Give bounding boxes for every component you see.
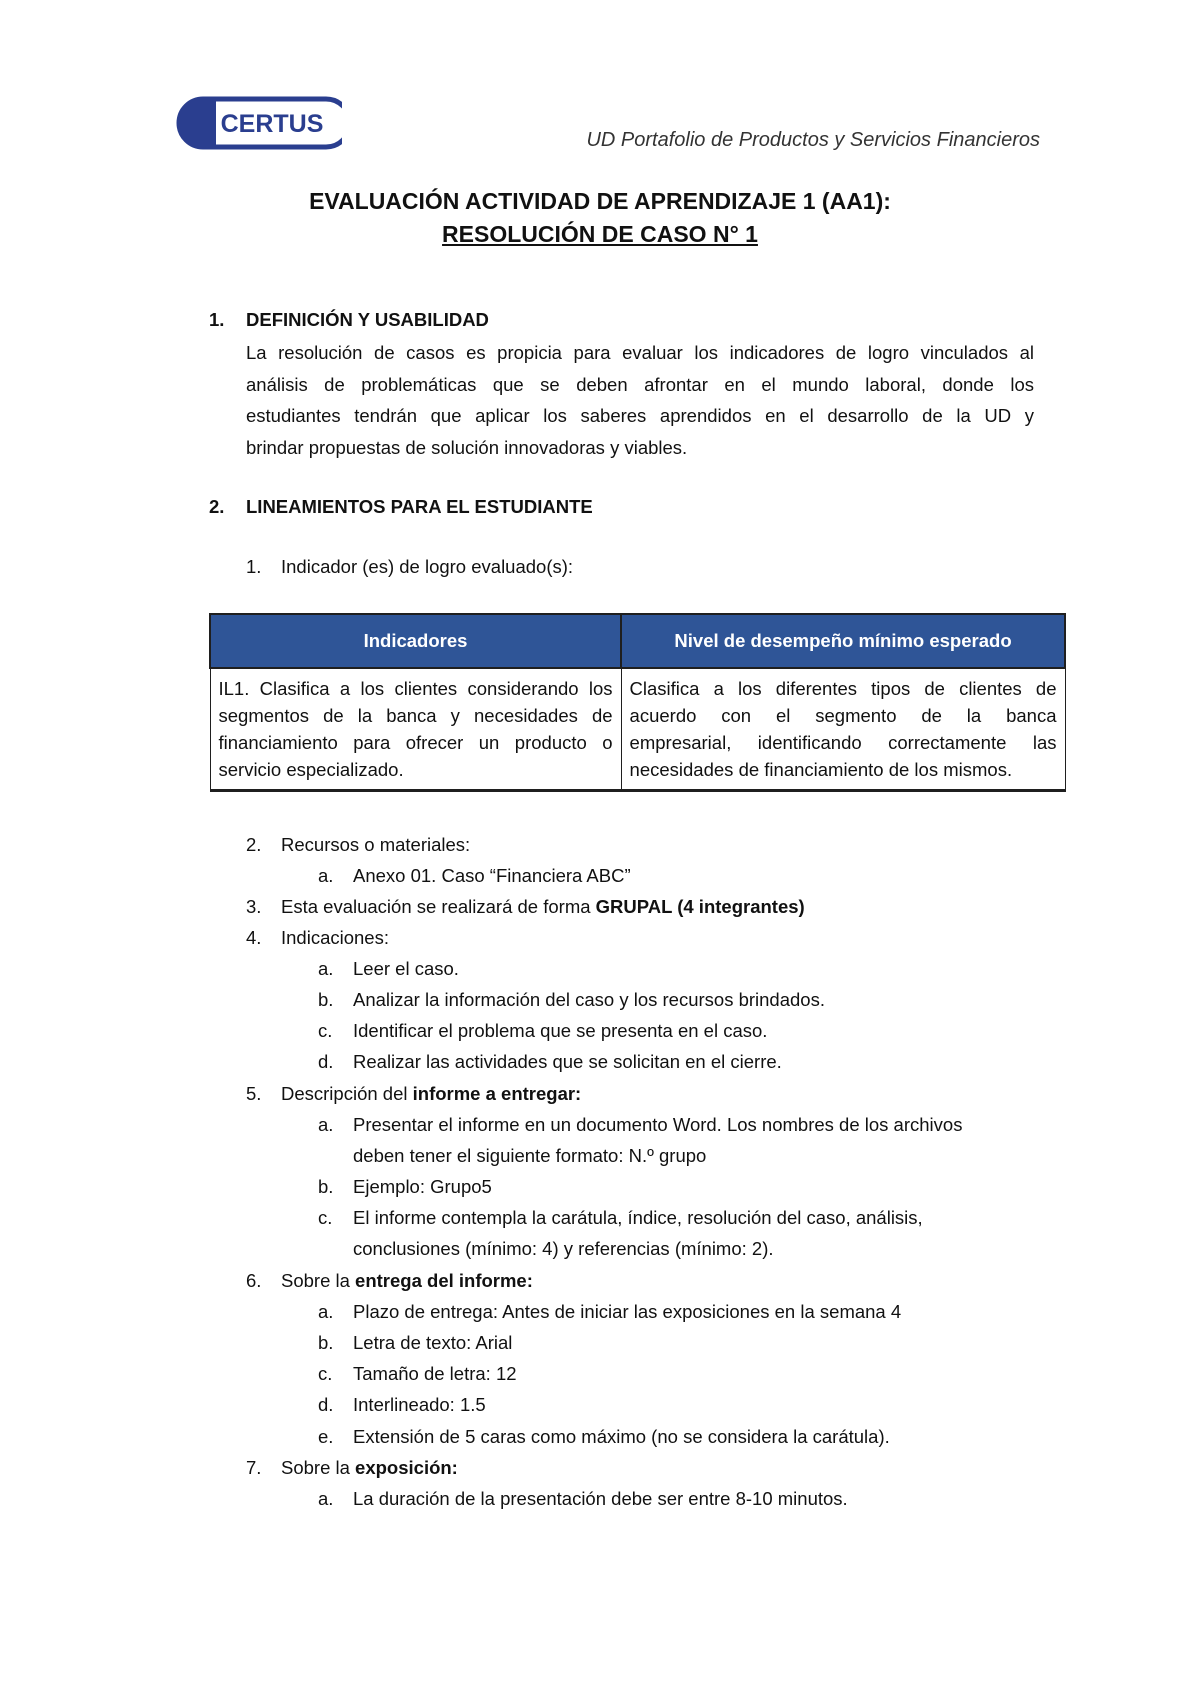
item-6c-text: Tamaño de letra: 12 bbox=[353, 1363, 517, 1384]
cell-line: servicio especializado. bbox=[218, 759, 404, 780]
logo-text: CERTUS bbox=[220, 110, 324, 138]
table-cell-indicator bbox=[210, 668, 621, 791]
item-6e-letter: e. bbox=[318, 1426, 334, 1447]
item-6c-letter: c. bbox=[318, 1363, 333, 1384]
section-1-heading: DEFINICIÓN Y USABILIDAD bbox=[246, 309, 489, 330]
item-6-text bbox=[281, 1270, 533, 1292]
item-5a-text: Presentar el informe en un documento Word. Los nombres de los archivos bbox=[353, 1114, 963, 1135]
indicators-table bbox=[209, 613, 1066, 792]
item-5-prefix: Descripción del bbox=[281, 1083, 413, 1104]
item-4b-letter: b. bbox=[318, 989, 334, 1010]
cell-line: necesidades de financiamiento de los mismos. bbox=[629, 759, 1013, 780]
item-6-number: 6. bbox=[246, 1270, 262, 1291]
table-row bbox=[210, 668, 1065, 791]
cell-line: acuerdo con el segmento de la banca bbox=[629, 705, 1057, 726]
item-6-bold: entrega del informe: bbox=[355, 1270, 533, 1291]
section-2-heading: LINEAMIENTOS PARA EL ESTUDIANTE bbox=[246, 496, 593, 517]
paragraph-line: análisis de problemáticas que se deben afrontar en el mundo laboral, donde los bbox=[246, 373, 1034, 395]
section-1-paragraph bbox=[246, 337, 1034, 463]
item-5b-text: Ejemplo: Grupo5 bbox=[353, 1176, 492, 1197]
table-header-nivel: Nivel de desempeño mínimo esperado bbox=[621, 614, 1065, 668]
item-6a-letter: a. bbox=[318, 1301, 334, 1322]
item-4d-letter: d. bbox=[318, 1051, 334, 1072]
item-2-text: Recursos o materiales: bbox=[281, 834, 471, 855]
item-6b-letter: b. bbox=[318, 1332, 334, 1353]
cell-line: Clasifica a los diferentes tipos de clientes de bbox=[629, 678, 1057, 699]
item-5-number: 5. bbox=[246, 1083, 262, 1104]
course-title: UD Portafolio de Productos y Servicios Financieros bbox=[586, 129, 1040, 151]
item-6d-text: Interlineado: 1.5 bbox=[353, 1394, 486, 1415]
item-7-prefix: Sobre la bbox=[281, 1457, 356, 1478]
item-1-text: Indicador (es) de logro evaluado(s): bbox=[281, 556, 574, 577]
item-4a-letter: a. bbox=[318, 958, 334, 979]
item-5a-cont: deben tener el siguiente formato: N.º grupo bbox=[353, 1145, 707, 1166]
item-5a-letter: a. bbox=[318, 1114, 334, 1135]
item-7-bold: exposición: bbox=[355, 1457, 458, 1478]
title-line-1: EVALUACIÓN ACTIVIDAD DE APRENDIZAJE 1 (AA1): bbox=[309, 188, 891, 214]
paragraph-line: brindar propuestas de solución innovadoras y viables. bbox=[246, 436, 688, 458]
table-header-indicadores: Indicadores bbox=[210, 614, 621, 668]
title-line-2: RESOLUCIÓN DE CASO N° 1 bbox=[442, 221, 758, 247]
item-2a-letter: a. bbox=[318, 865, 334, 886]
certus-logo bbox=[176, 96, 342, 150]
section-1-number: 1. bbox=[209, 309, 225, 330]
item-4d-text: Realizar las actividades que se solicitan en el cierre. bbox=[353, 1051, 782, 1072]
item-4-number: 4. bbox=[246, 927, 262, 948]
item-4b-text: Analizar la información del caso y los recursos brindados. bbox=[353, 989, 825, 1010]
cell-line: financiamiento para ofrecer un producto o bbox=[218, 732, 613, 753]
item-5-text bbox=[281, 1083, 581, 1105]
document-title bbox=[180, 185, 1020, 251]
paragraph-line: La resolución de casos es propicia para evaluar los indicadores de logro vinculados al bbox=[246, 342, 1034, 363]
table-cell-level bbox=[621, 668, 1065, 791]
item-3-prefix: Esta evaluación se realizará de forma bbox=[281, 896, 596, 917]
item-6-prefix: Sobre la bbox=[281, 1270, 356, 1291]
item-7-number: 7. bbox=[246, 1457, 262, 1478]
item-4a-text: Leer el caso. bbox=[353, 958, 459, 979]
item-5c-cont: conclusiones (mínimo: 4) y referencias (mínimo: 2). bbox=[353, 1238, 774, 1259]
item-6a-text: Plazo de entrega: Antes de iniciar las exposiciones en la semana 4 bbox=[353, 1301, 902, 1322]
cell-line: IL1. Clasifica a los clientes considerando los bbox=[218, 678, 613, 699]
item-6b-text: Letra de texto: Arial bbox=[353, 1332, 513, 1353]
item-3-bold: GRUPAL (4 integrantes) bbox=[595, 896, 805, 917]
item-7-text bbox=[281, 1457, 458, 1479]
paragraph-line: estudiantes tendrán que aplicar los saberes aprendidos en el desarrollo de la UD y bbox=[246, 405, 1034, 426]
table-header-row bbox=[210, 614, 1065, 668]
item-2-number: 2. bbox=[246, 834, 262, 855]
item-4c-text: Identificar el problema que se presenta en el caso. bbox=[353, 1020, 768, 1041]
item-1-number: 1. bbox=[246, 556, 262, 577]
item-5c-text: El informe contempla la carátula, índice, resolución del caso, análisis, bbox=[353, 1207, 923, 1228]
item-5b-letter: b. bbox=[318, 1176, 334, 1197]
item-5c-letter: c. bbox=[318, 1207, 333, 1228]
cell-line: segmentos de la banca y necesidades de bbox=[218, 705, 613, 726]
cell-line: empresarial, identificando correctamente las bbox=[629, 732, 1057, 753]
item-4-text: Indicaciones: bbox=[281, 927, 389, 948]
item-3-number: 3. bbox=[246, 896, 262, 917]
item-3-text bbox=[281, 896, 805, 918]
item-6e-text: Extensión de 5 caras como máximo (no se considera la carátula). bbox=[353, 1426, 890, 1447]
item-7a-text: La duración de la presentación debe ser entre 8-10 minutos. bbox=[353, 1488, 848, 1509]
item-4c-letter: c. bbox=[318, 1020, 333, 1041]
section-2-number: 2. bbox=[209, 496, 225, 517]
item-5-bold: informe a entregar: bbox=[412, 1083, 582, 1104]
item-2a-text: Anexo 01. Caso “Financiera ABC” bbox=[353, 865, 631, 886]
item-6d-letter: d. bbox=[318, 1394, 334, 1415]
item-7a-letter: a. bbox=[318, 1488, 334, 1509]
